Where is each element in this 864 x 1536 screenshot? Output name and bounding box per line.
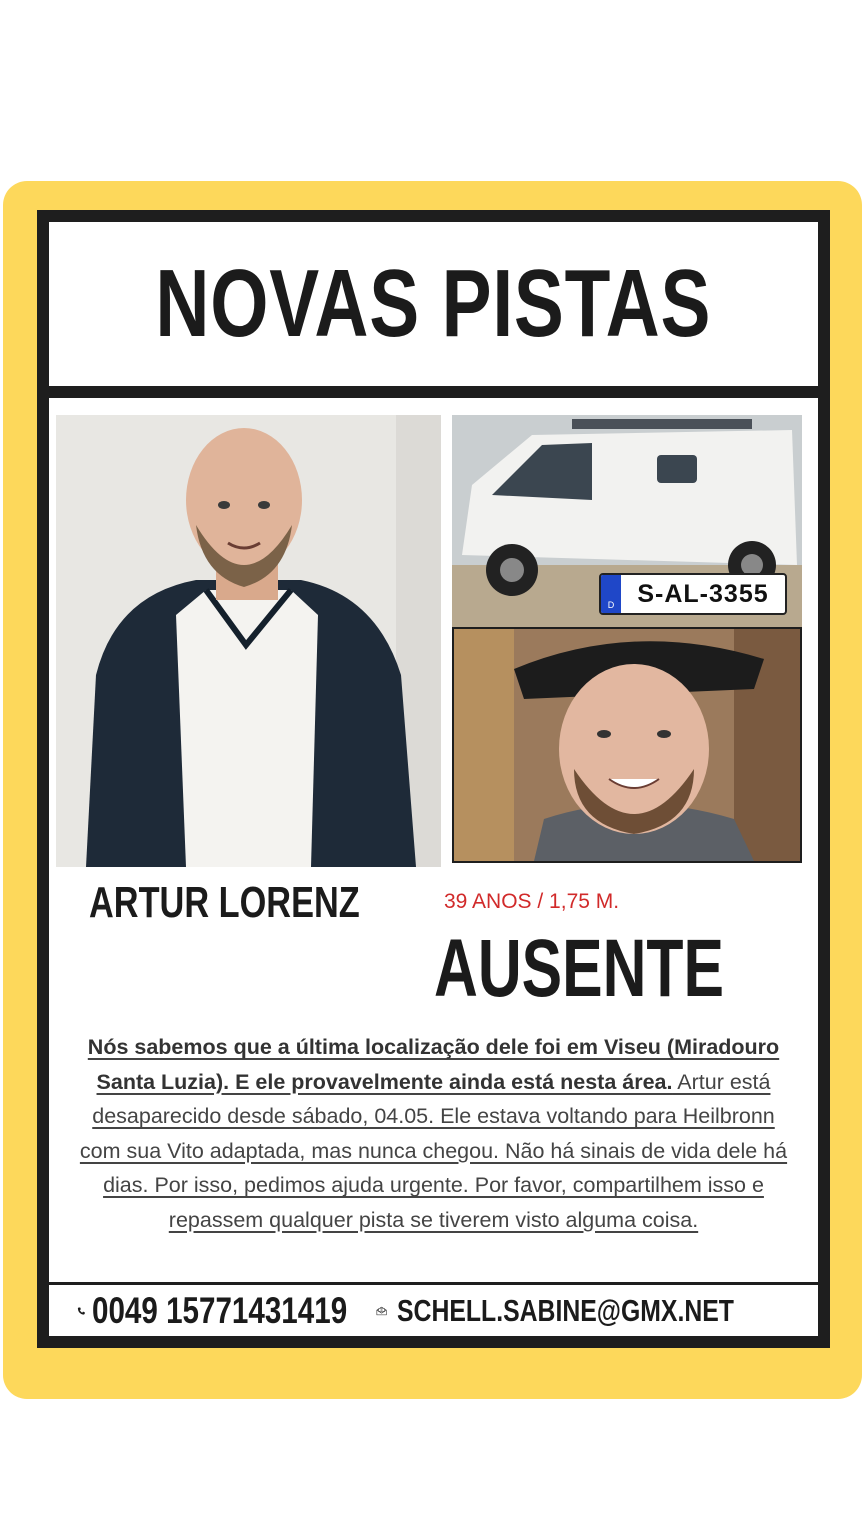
person-name: ARTUR LORENZ — [89, 878, 360, 927]
description-text — [77, 1030, 790, 1237]
license-plate — [599, 573, 787, 615]
missing-person-poster — [37, 210, 830, 1348]
poster-title: NOVAS PISTAS — [155, 250, 712, 357]
plate-number: S-AL-3355 — [637, 579, 769, 608]
age-height: 39 ANOS / 1,75 M. — [444, 890, 620, 913]
svg-text:@: @ — [379, 1308, 383, 1312]
contact-footer — [49, 1282, 818, 1336]
face-photo — [452, 627, 802, 863]
email-address[interactable]: SCHELL.SABINE@GMX.NET — [396, 1292, 734, 1328]
status-heading: AUSENTE — [434, 923, 724, 1014]
phone-icon — [77, 1291, 86, 1331]
description-body: Artur está desaparecido desde sábado, 04.05. Ele estava voltando para Heilbronn com sua Vito adaptada, mas nunca chegou. Não há sinais de vida dele há dias. Por isso, pedimos ajuda urgente. Por favor, compartilhem isso e repassem qualquer pista se tiverem visto alguma coisa. — [79, 1069, 788, 1232]
portrait-photo — [56, 415, 441, 867]
van-photo — [452, 415, 802, 627]
eu-band: D — [601, 575, 621, 613]
title-box — [49, 222, 818, 398]
phone-number[interactable]: 0049 15771431419 — [91, 1289, 347, 1331]
email-icon — [376, 1291, 387, 1331]
description-bold: Nós sabemos que a última localização dele foi em Viseu (Miradouro Santa Luzia). E ele provavelmente ainda está nesta área. — [87, 1035, 780, 1094]
